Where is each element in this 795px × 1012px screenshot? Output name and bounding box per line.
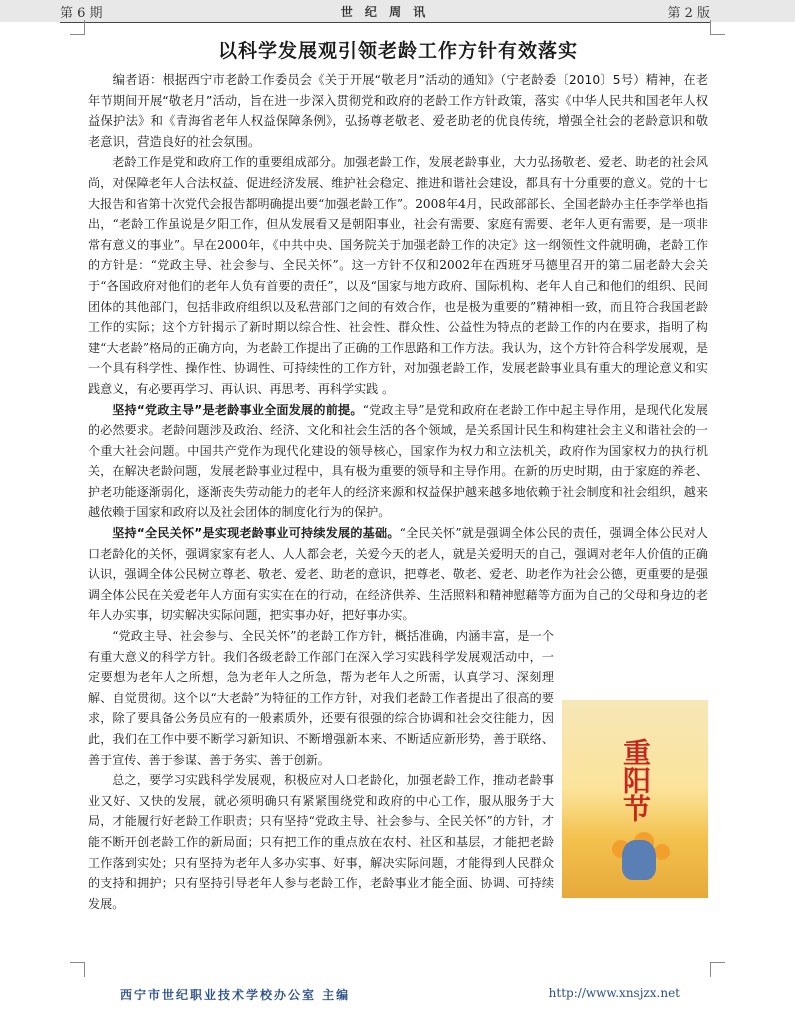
paragraph-2 (88, 400, 708, 524)
crop-mark-top-left (70, 20, 85, 35)
paragraph-2-lead: 坚持“党政主导”是老龄事业全面发展的前提。 (112, 402, 363, 417)
paragraph-2-text: “党政主导”是党和政府在老龄工作中起主导作用，是现代化发展的必然要求。老龄问题涉及政治、经济、文化和社会生活的各个领域，是关系国计民生和构建社会主义和谐社会的一个重大社会问题。中国共产党作为现代化建设的领导核心，国家作为权力和立法机关，政府作为国家权力的执行机关，在解决老龄问题，发展老龄事业过程中，具有极为重要的领导和主导作用。在新的历史时期，由于家庭的养老、护老功能逐渐弱化，逐渐丧失劳动能力的老年人的经济来源和权益保护越来越多地依赖于社会制度和社会组织，越来越依赖于国家和政府以及社会团体的制度化行为的保护。 (88, 402, 708, 520)
crop-mark-bottom-right (710, 962, 725, 977)
paragraph-3 (88, 523, 708, 626)
article-body (88, 70, 708, 914)
paragraph-4: “党政主导、社会参与、全民关怀”的老龄工作方针，概括准确，内涵丰富，是一个有重大意义的科学方针。我们各级老龄工作部门在深入学习实践科学发展观活动中，一定要想为老年人之所想，急为老年人之所急，帮为老年人之所需，认真学习、深刻理解、自觉贯彻。这个以“大老龄”为特征的工作方针，对我们老龄工作者提出了很高的要求，除了要具备公务员应有的一般素质外，还要有很强的综合协调和社会交往能力，因此，我们在工作中要不断学习新知识、不断增强新本来、不断适应新形势，善于联络、善于宣传、善于参谋、善于务实、善于创新。 (88, 629, 554, 767)
paragraph-5: 总之，要学习实践科学发展观，积极应对人口老龄化，加强老龄工作，推动老龄事业又好、又快的发展，就必须明确只有紧紧围绕党和政府的中心工作，服从服务于大局，才能履行好老龄工作职责；只有坚持“党政主导、社会参与、全民关怀”的方针，才能不断开创老龄工作的新局面；只有把工作的重点放在农村、社区和基层，才能把老龄工作落到实处；只有坚持为老年人多办实事、好事，解决实际问题，才能得到人民群众的支持和拥护；只有坚持引导老年人参与老龄工作，老龄事业才能全面、协调、可持续发展。 (88, 773, 554, 911)
footer-org: 西宁市世纪职业技术学校办公室 主编 (120, 988, 351, 1002)
vase-icon (622, 840, 656, 880)
paper-name: 世 纪 周 讯 (340, 4, 430, 19)
footer-url[interactable]: http://www.xnsjzx.net (548, 986, 680, 1000)
editor-note: 编者语：根据西宁市老龄工作委员会《关于开展“敬老月”活动的通知》（宁老龄委〔2010〕5号）精神，在老年节期间开展“敬老月”活动，旨在进一步深入贯彻党和政府的老龄工作方针政策，落实《中华人民共和国老年人权益保护法》和《青海省老年人权益保障条例》，弘扬尊老敬老、爱老助老的优良传统，增强全社会的老龄意识和敬老意识，营造良好的社会氛围。 (88, 73, 708, 149)
chrysanthemum-icon (654, 844, 670, 860)
issue-number: 第 6 期 (60, 5, 103, 21)
chongyang-poster-image (562, 700, 708, 898)
page-header (60, 0, 710, 23)
article-title: 以科学发展观引领老龄工作方针有效落实 (217, 40, 578, 62)
paragraph-3-text: “全民关怀”就是强调全体公民的责任，强调全体公民对人口老龄化的关怀，强调家家有老人、人人都会老，关爱今天的老人，就是关爱明天的自己，强调对老年人价值的正确认识，强调全体公民树立尊老、敬老、爱老、助老的意识，把尊老、敬老、爱老、助老作为社会公德，更重要的是强调全体公民在关爱老年人方面有实实在在的行动，在经济供养、生活照料和精神慰藉等方面为自己的父母和身边的老年人办实事，切实解决实际问题，把实事办好，把好事办实。 (88, 526, 708, 623)
crop-mark-bottom-left (70, 962, 85, 977)
crop-mark-top-right (710, 20, 725, 35)
paragraph-3-lead: 坚持“全民关怀”是实现老龄事业可持续发展的基础。 (112, 526, 400, 541)
poster-title: 重阳节 (619, 738, 652, 823)
paragraph-1: 老龄工作是党和政府工作的重要组成部分。加强老龄工作，发展老龄事业，大力弘扬敬老、爱老、助老的社会风尚，对保障老年人合法权益、促进经济发展、维护社会稳定、推进和谐社会建设，都具有十分重要的意义。党的十七大报告和省第十次党代会报告都明确提出要“加强老龄工作”。2008年4月，民政部部长、全国老龄办主任李学举也指出，“老龄工作虽说是夕阳工作，但从发展看又是朝阳事业，社会有需要、家庭有需要、老年人更有需要，是一项非常有意义的事业”。早在2000年，《中共中央、国务院关于加强老龄工作的决定》这一纲领性文件就明确，老龄工作的方针是：“党政主导、社会参与、全民关怀”。这一方针不仅和2002年在西班牙马德里召开的第二届老龄大会关于“各国政府对他们的老年人负有首要的责任”，以及“国家与地方政府、国际机构、老年人自己和他们的组织、民间团体的其他部门，包括非政府组织以及私营部门之间的有效合作，也是极为重要的”精神相一致，而且符合我国老龄工作的实际；这个方针揭示了新时期以综合性、社会性、群众性、公益性为特点的老龄工作的内在要求，指明了构建“大老龄”格局的正确方向，为老龄工作提出了正确的工作思路和工作方法。我认为，这个方针符合科学发展观，是一个具有科学性、操作性、协调性、可持续性的工作方针，对加强老龄工作，发展老龄事业具有重大的理论意义和实践意义，有必要再学习、再认识、再思考、再科学实践 。 (88, 155, 708, 396)
page-number: 第 2 版 (667, 5, 710, 21)
page-footer (120, 986, 680, 1003)
